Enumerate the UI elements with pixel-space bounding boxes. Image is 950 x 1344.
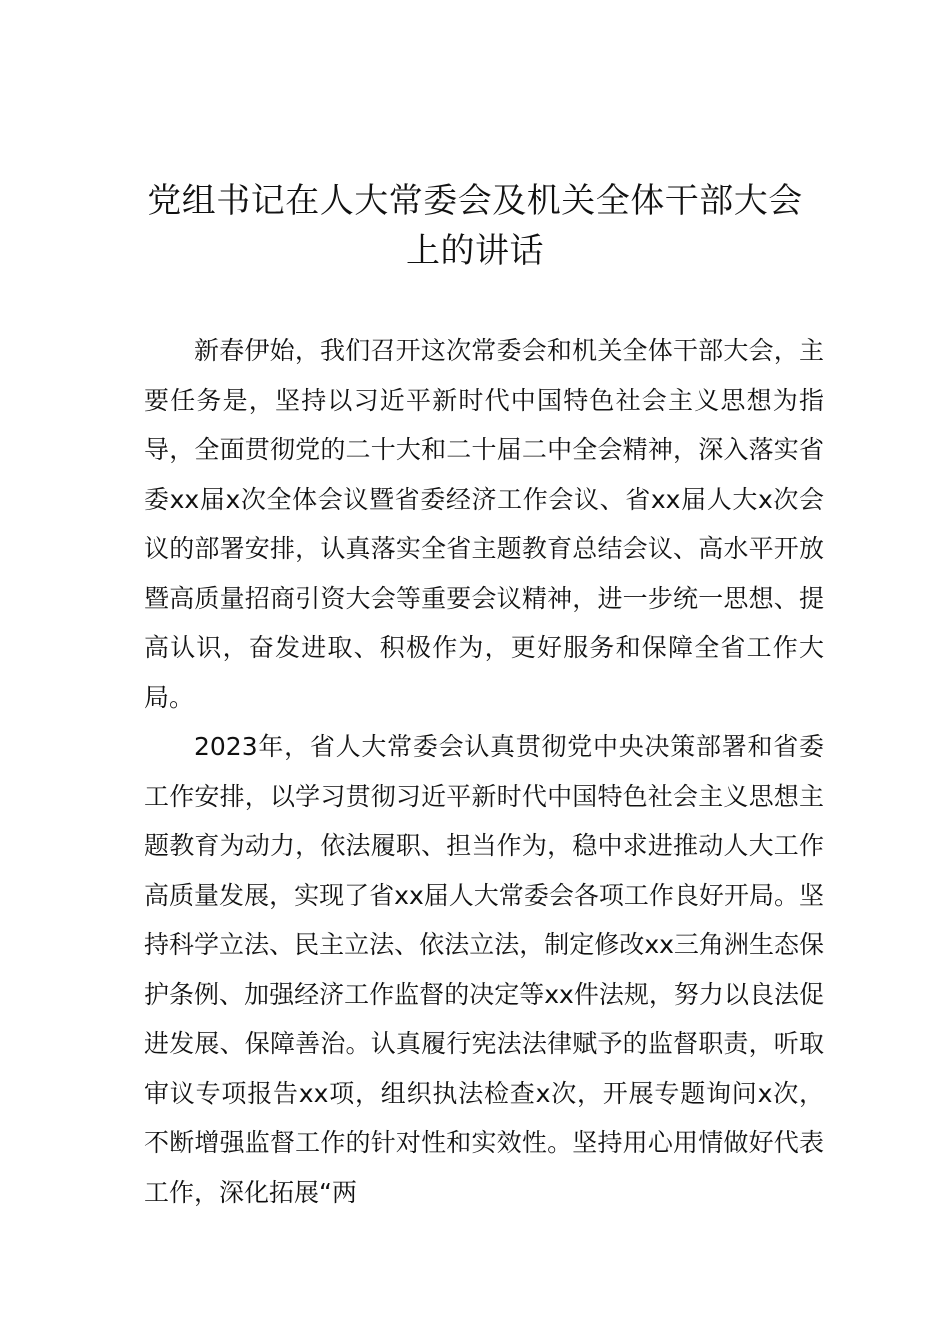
paragraph-2: 2023年，省人大常委会认真贯彻党中央决策部署和省委工作安排，以学习贯彻习近平新时代中国特色社会主义思想主题教育为动力，依法履职、担当作为，稳中求进推动人大工作高质量发展，实现了省xx届人大常委会各项工作良好开局。坚持科学立法、民主立法、依法立法，制定修改xx三角洲生态保护条例、加强经济工作监督的决定等xx件法规，努力以良法促进发展、保障善治。认真履行宪法法律赋予的监督职责，听取审议专项报告xx项，组织执法检查x次，开展专题询问x次，不断增强监督工作的针对性和实效性。坚持用心用情做好代表工作，深化拓展“两 xyxy=(144,732,824,1207)
document-body xyxy=(144,326,824,1217)
paragraph-1: 新春伊始，我们召开这次常委会和机关全体干部大会，主要任务是，坚持以习近平新时代中国特色社会主义思想为指导，全面贯彻党的二十大和二十届二中全会精神，深入落实省委xx届x次全体会议暨省委经济工作会议、省xx届人大x次会议的部署安排，认真落实全省主题教育总结会议、高水平开放暨高质量招商引资大会等重要会议精神，进一步统一思想、提高认识，奋发进取、积极作为，更好服务和保障全省工作大局。 xyxy=(144,336,824,712)
document-title: 党组书记在人大常委会及机关全体干部大会上的讲话 xyxy=(147,181,803,271)
